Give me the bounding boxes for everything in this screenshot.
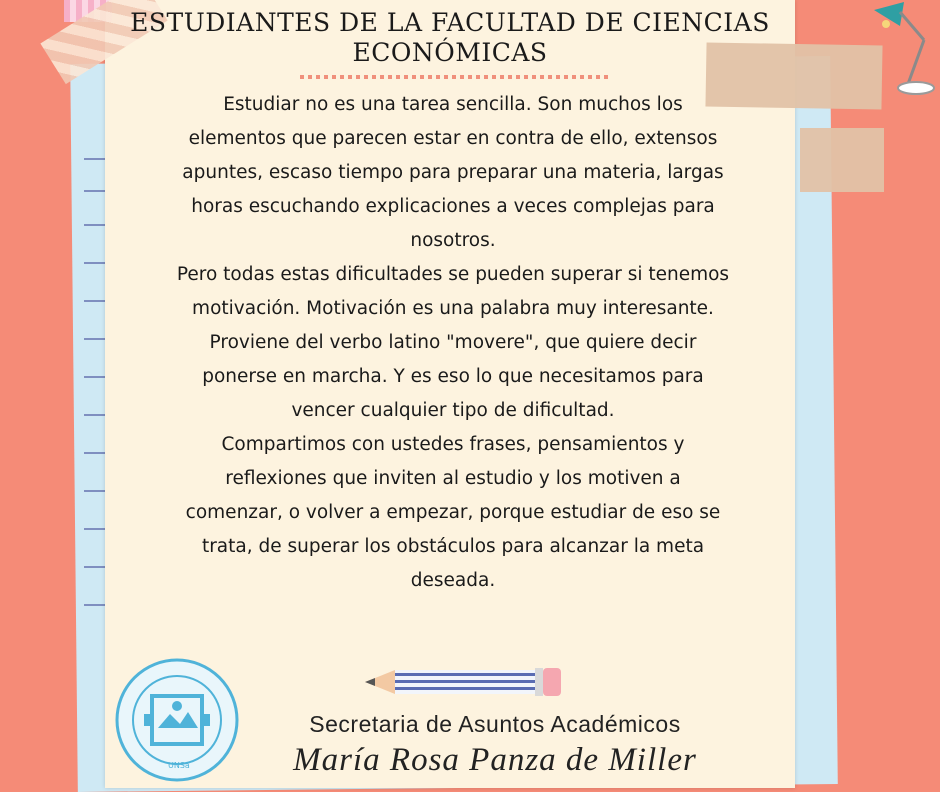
- signature-office: Secretaria de Asuntos Académicos: [309, 711, 681, 737]
- desk-lamp-icon: [864, 0, 940, 100]
- signature-name: María Rosa Panza de Miller: [293, 742, 697, 778]
- body-text: [175, 88, 731, 598]
- paragraph: Pero todas estas dificultades se pueden superar si tenemos motivación. Motivación es una palabra muy interesante. Proviene del verbo latino "movere", que quiere decir ponerse en marcha. Y es eso lo que necesitamos para vencer cualquier tipo de dificultad.: [176, 264, 730, 421]
- paragraph: Compartimos con ustedes frases, pensamientos y reflexiones que inviten al estudio y los motiven a comenzar, o volver a empezar, porque estudiar de eso se trata, de superar los obstáculos para alcanzar la meta deseada.: [185, 434, 721, 591]
- paper-tape-right: [800, 128, 884, 192]
- seal-abbr: UNSa: [168, 761, 190, 770]
- dotted-divider: [300, 75, 608, 79]
- signature-block: [240, 708, 750, 780]
- pencil-icon: [365, 664, 565, 698]
- page-title: ESTUDIANTES DE LA FACULTAD DE CIENCIAS ECONÓMICAS: [130, 8, 770, 67]
- university-seal-icon: [114, 658, 240, 782]
- paragraph: Estudiar no es una tarea sencilla. Son muchos los elementos que parecen estar en contra de ello, extensos apuntes, escaso tiempo para preparar una materia, largas horas escuchando explicaciones a veces complejas para nosotros.: [182, 94, 724, 251]
